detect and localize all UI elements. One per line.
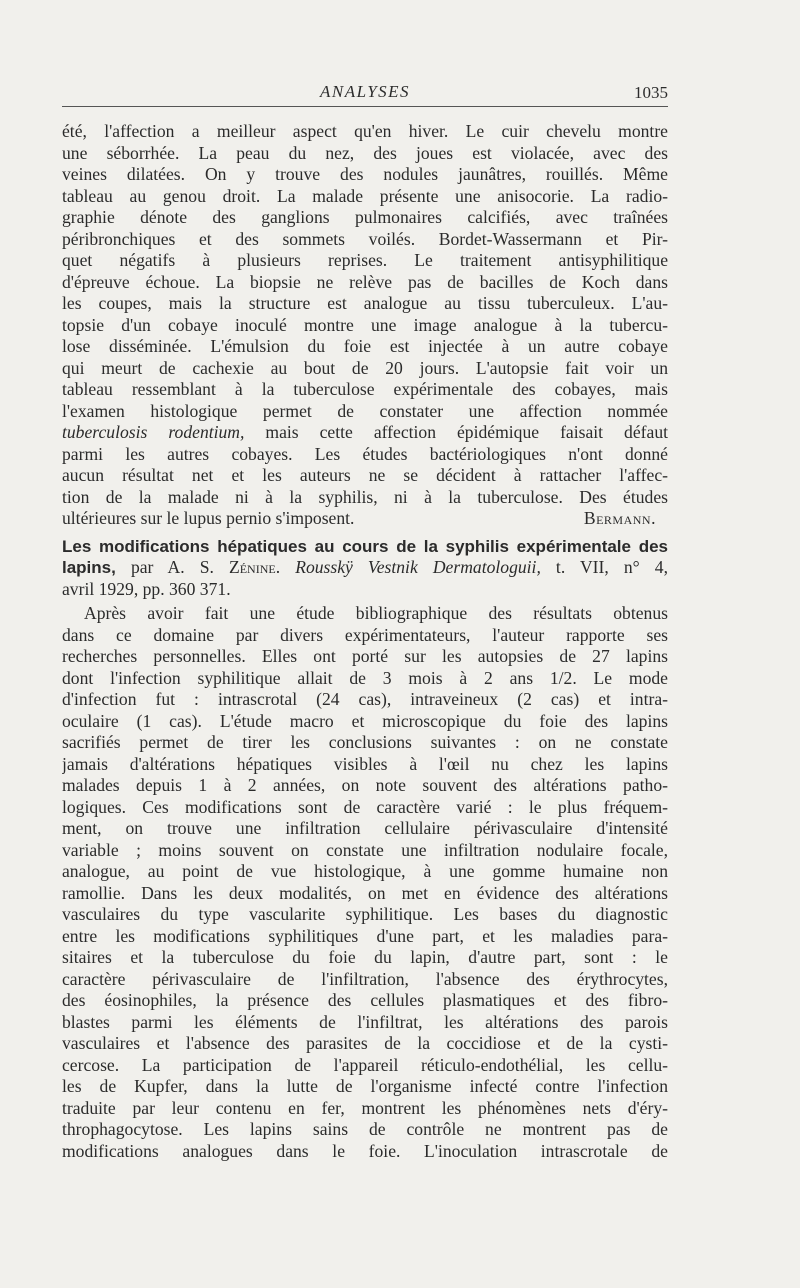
document-page <box>62 78 668 1162</box>
text-line: qui meurt de cachexie au bout de 20 jours. L'autopsie fait voir un <box>62 357 668 378</box>
text-line: une séborrhée. La peau du nez, des joues est violacée, avec des <box>62 142 668 163</box>
text-line: modifications analogues dans le foie. L'inoculation intrascrotale de <box>62 1140 668 1161</box>
text-line: veines dilatées. On y trouve des nodules jaunâtres, rouillés. Même <box>62 164 668 184</box>
closing-line <box>62 508 668 530</box>
text-line: tableau au genou droit. La malade présente une anisocorie. La radio- <box>62 185 668 206</box>
text-line: malades depuis 1 à 2 années, on note souvent des altérations patho- <box>62 775 668 795</box>
text-line: vasculaires du type vascularite syphilitique. Les bases du diagnostic <box>62 904 668 924</box>
text-line: été, l'affection a meilleur aspect qu'en hiver. Le cuir chevelu montre <box>62 121 668 141</box>
journal-name: Rousskÿ Vestnik Dermatologuii, <box>280 557 541 577</box>
text-line: analogue, au point de vue histologique, à une gomme humaine non <box>62 861 668 881</box>
article-title-end: lapins, <box>62 558 116 577</box>
italic-term: tuberculosis rodentium, <box>62 422 245 442</box>
text-line: variable ; moins souvent on constate une infiltration nodulaire focale, <box>62 839 668 860</box>
text-line: l'examen histologique permet de constater une affection nommée <box>62 400 668 421</box>
article-citation-line <box>62 557 668 579</box>
text-line: topsie d'un cobaye inoculé montre une image analogue à la tubercu- <box>62 314 668 335</box>
page-number: 1035 <box>634 83 668 102</box>
text-line: cercose. La participation de l'appareil réticulo-endothélial, les cellu- <box>62 1054 668 1075</box>
text-line: dans ce domaine par divers expérimentateurs, l'auteur rapporte ses <box>62 624 668 645</box>
text-line: tableau ressemblant à la tuberculose expérimentale des cobayes, mais <box>62 379 668 399</box>
text-line: logiques. Ces modifications sont de caractère varié : le plus fréquem- <box>62 796 668 817</box>
text-line: ment, on trouve une infiltration cellulaire périvasculaire d'intensité <box>62 818 668 838</box>
text-line: lose disséminée. L'émulsion du foie est injectée à un autre cobaye <box>62 336 668 356</box>
volume-info: t. VII, n° 4, <box>540 557 668 577</box>
text-line: jamais d'altérations hépatiques visibles à l'œil nu chez les lapins <box>62 753 668 774</box>
text-line: sitaires et la tuberculose du foie du lapin, d'autre part, sont : le <box>62 947 668 967</box>
text-line: d'infection fut : intrascrotal (24 cas), intraveineux (2 cas) et intra- <box>62 689 668 709</box>
article-title-line: Les modifications hépatiques au cours de la syphilis expérimentale des <box>62 536 668 556</box>
second-review-body <box>62 603 668 1162</box>
text-line: oculaire (1 cas). L'étude macro et microscopique du foie des lapins <box>62 710 668 731</box>
second-review-heading <box>62 536 668 601</box>
text-line: parmi les autres cobayes. Les études bactériologiques n'ont donné <box>62 443 668 464</box>
last-line-text: ultérieures sur le lupus pernio s'imposent. <box>62 508 355 528</box>
text-line: traduite par leur contenu en fer, montrent les phénomènes nets d'éry- <box>62 1097 668 1118</box>
text-line: des éosinophiles, la présence des cellules plasmatiques et des fibro- <box>62 990 668 1010</box>
text-line: les coupes, mais la structure est analogue au tissu tuberculeux. L'au- <box>62 293 668 313</box>
text-line: vasculaires et l'absence des parasites de la coccidiose et de la cysti- <box>62 1033 668 1053</box>
italic-line-rest: mais cette affection épidémique faisait défaut <box>244 422 668 442</box>
running-header <box>62 78 668 107</box>
text-line: d'épreuve échoue. La biopsie ne relève pas de bacilles de Koch dans <box>62 271 668 292</box>
text-line: blastes parmi les éléments de l'infiltrat, les altérations des parois <box>62 1011 668 1032</box>
text-line: aucun résultat net et les auteurs ne se décident à rattacher l'affec- <box>62 465 668 485</box>
text-line: les de Kupfer, dans la lutte de l'organisme infecté contre l'infection <box>62 1076 668 1096</box>
author-name: Zénine. <box>228 557 281 577</box>
text-line: Après avoir fait une étude bibliographique des résultats obtenus <box>84 603 668 623</box>
citation-date-line: avril 1929, pp. 360 371. <box>62 578 231 599</box>
text-line: ramollie. Dans les deux modalités, on met en évidence des altérations <box>62 882 668 903</box>
text-line: tion de la malade ni à la syphilis, ni à la tuberculose. Des études <box>62 486 668 507</box>
text-line: throphagocytose. Les lapins sains de contrôle ne montrent pas de <box>62 1119 668 1139</box>
text-line: recherches personnelles. Elles ont porté sur les autopsies de 27 lapins <box>62 646 668 666</box>
text-line: quet négatifs à plusieurs reprises. Le traitement antisyphilitique <box>62 250 668 270</box>
text-line: caractère périvasculaire de l'infiltration, l'absence des érythrocytes, <box>62 968 668 989</box>
text-line: graphie dénote des ganglions pulmonaires calcifiés, avec traînées <box>62 207 668 227</box>
par-text: par A. S. <box>115 557 229 577</box>
header-title: ANALYSES <box>319 82 411 101</box>
text-line: péribronchiques et des sommets voilés. Bordet-Wassermann et Pir- <box>62 228 668 249</box>
first-review-body <box>62 121 668 530</box>
text-line: sacrifiés permet de tirer les conclusions suivantes : on ne constate <box>62 732 668 752</box>
text-line-italic-term <box>62 422 668 444</box>
reviewer-signature: Bermann. <box>583 508 656 528</box>
text-line: dont l'infection syphilitique allait de 3 mois à 2 ans 1/2. Le mode <box>62 667 668 688</box>
text-line: entre les modifications syphilitiques d'une part, et les maladies para- <box>62 925 668 946</box>
